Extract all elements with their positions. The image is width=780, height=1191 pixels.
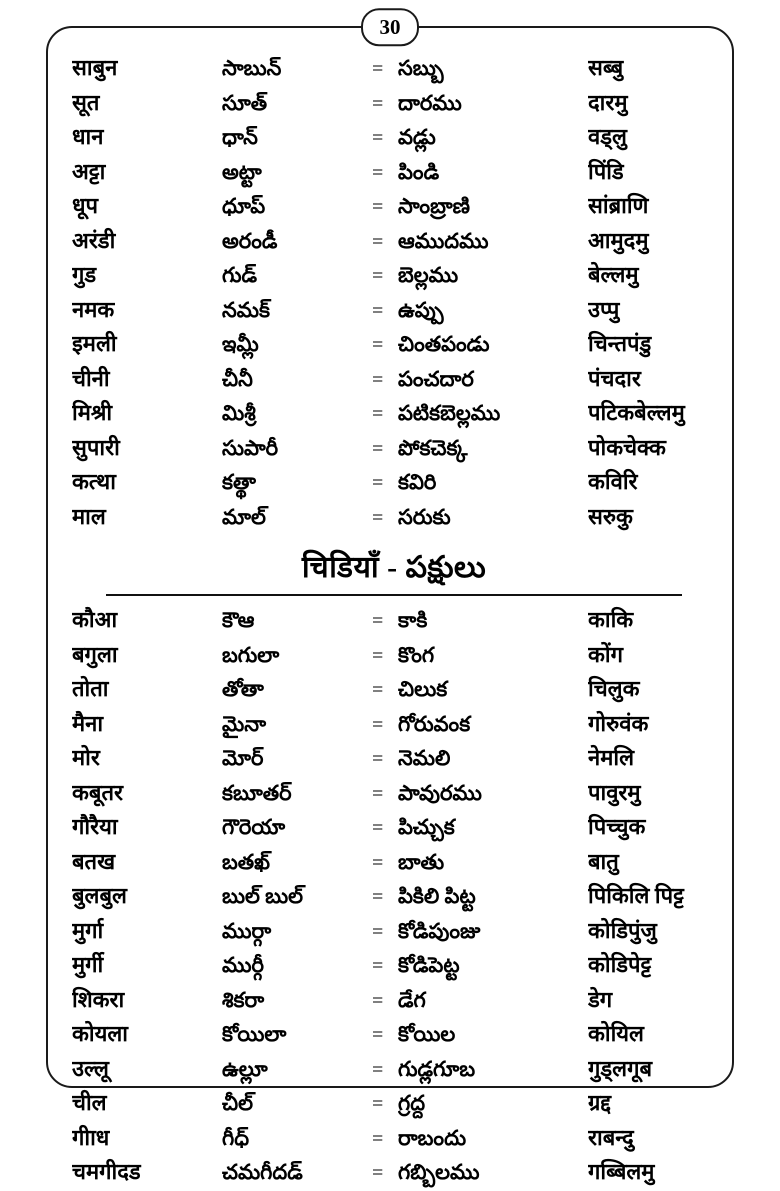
table-row xyxy=(72,777,716,812)
table-row xyxy=(72,984,716,1019)
hindi-translit: गोरुवंक xyxy=(588,710,649,736)
telugu-word: బెల్లము xyxy=(398,263,459,287)
hindi-translit: उप्पु xyxy=(588,296,620,322)
telugu-word: బాతు xyxy=(398,849,445,874)
table-row xyxy=(72,259,716,294)
hindi-word: मुर्गा xyxy=(72,917,104,943)
telugu-translit: నమక్ xyxy=(222,297,270,322)
table-row xyxy=(72,811,716,846)
telugu-translit: ధాన్ xyxy=(222,125,258,149)
page-number: 30 xyxy=(361,8,419,46)
telugu-word: ఆముదము xyxy=(398,228,489,253)
hindi-word: नमक xyxy=(72,296,115,322)
hindi-word: बुलबुल xyxy=(72,883,127,908)
hindi-word: मुर्गी xyxy=(72,952,104,977)
equals-sign: = xyxy=(372,817,384,839)
page-frame xyxy=(46,14,734,1184)
hindi-translit: राबन्दु xyxy=(588,1124,634,1150)
table-row xyxy=(72,328,716,363)
table-row xyxy=(72,915,716,950)
equals-sign: = xyxy=(372,1058,384,1081)
hindi-translit: गुड्लगूब xyxy=(588,1055,653,1081)
table-row xyxy=(72,225,716,260)
telugu-word: కోడిపుంజు xyxy=(398,918,481,943)
hindi-translit: गब्बिलमु xyxy=(588,1159,655,1184)
telugu-word: కాకి xyxy=(398,608,428,632)
equals-sign: = xyxy=(372,1093,384,1115)
hindi-translit: नेमलि xyxy=(588,745,634,770)
telugu-word: గుడ్లగూబ xyxy=(398,1056,476,1081)
equals-sign: = xyxy=(372,299,384,322)
telugu-translit: కోయిలా xyxy=(222,1022,287,1046)
telugu-word: గ్రద్ద xyxy=(398,1091,426,1115)
telugu-word: రాబందు xyxy=(398,1125,467,1150)
telugu-word: చిలుక xyxy=(398,677,448,701)
telugu-translit: కౌఆ xyxy=(222,608,255,632)
telugu-translit: అట్టా xyxy=(222,159,262,184)
table-row xyxy=(72,949,716,984)
hindi-word: उल्लू xyxy=(72,1055,109,1081)
telugu-translit: తోతా xyxy=(222,677,264,701)
telugu-translit: సాబున్ xyxy=(222,56,282,80)
equals-sign: = xyxy=(372,851,384,874)
equals-sign: = xyxy=(372,334,384,356)
equals-sign: = xyxy=(372,265,384,287)
equals-sign: = xyxy=(372,679,384,701)
equals-sign: = xyxy=(372,1162,384,1184)
hindi-translit: सरुकु xyxy=(588,503,633,529)
wordlist-table-birds xyxy=(72,604,716,1191)
equals-sign: = xyxy=(372,782,384,805)
hindi-translit: पिंडि xyxy=(588,158,624,184)
equals-sign: = xyxy=(372,472,384,494)
wordlist-body-groceries xyxy=(72,52,716,535)
telugu-translit: చమగీదడ్ xyxy=(222,1160,303,1184)
hindi-word: साबुन xyxy=(72,55,118,80)
telugu-word: చింతపండు xyxy=(398,332,490,356)
table-row xyxy=(72,363,716,398)
table-row xyxy=(72,1018,716,1053)
table-row xyxy=(72,190,716,225)
hindi-translit: कोडिपेट्ट xyxy=(588,952,652,977)
telugu-word: నెమలి xyxy=(398,746,451,770)
table-row xyxy=(72,52,716,87)
hindi-word: चीनी xyxy=(72,365,110,391)
hindi-translit: पिच्चुक xyxy=(588,814,646,839)
equals-sign: = xyxy=(372,713,384,736)
telugu-translit: కత్థా xyxy=(222,470,256,494)
hindi-word: बतख xyxy=(72,848,116,874)
table-row xyxy=(72,466,716,501)
telugu-word: సబ్బు xyxy=(398,56,444,80)
hindi-translit: पोकचेक्क xyxy=(588,434,666,460)
page-content xyxy=(48,52,732,1191)
table-row xyxy=(72,846,716,881)
telugu-translit: ముర్గీ xyxy=(222,953,264,977)
telugu-translit: ఉల్లూ xyxy=(222,1056,268,1081)
hindi-translit: दारमु xyxy=(588,89,628,115)
telugu-word: పావురము xyxy=(398,780,482,805)
equals-sign: = xyxy=(372,920,384,943)
hindi-word: धान xyxy=(72,124,104,149)
table-row xyxy=(72,604,716,639)
hindi-word: अरंडी xyxy=(72,227,116,253)
telugu-translit: అరండీ xyxy=(222,228,278,253)
hindi-translit: पावुरमु xyxy=(588,779,641,805)
hindi-word: मोर xyxy=(72,745,100,770)
equals-sign: = xyxy=(372,368,384,391)
hindi-translit: डेग xyxy=(588,986,613,1012)
heading-divider xyxy=(106,594,682,596)
telugu-translit: బుల్ బుల్ xyxy=(222,884,304,908)
table-row xyxy=(72,639,716,674)
hindi-word: अट्टा xyxy=(72,158,106,184)
equals-sign: = xyxy=(372,161,384,184)
table-row xyxy=(72,742,716,777)
equals-sign: = xyxy=(372,1127,384,1150)
telugu-translit: బతఖ్ xyxy=(222,849,270,874)
table-row xyxy=(72,673,716,708)
telugu-word: దారము xyxy=(398,90,462,115)
table-row xyxy=(72,156,716,191)
equals-sign: = xyxy=(372,989,384,1012)
hindi-word: चील xyxy=(72,1090,107,1115)
telugu-word: వడ్లు xyxy=(398,125,436,149)
hindi-translit: काकि xyxy=(588,607,634,632)
telugu-word: పటికబెల్లము xyxy=(398,401,501,425)
hindi-word: इमली xyxy=(72,331,117,356)
telugu-word: కొంగ xyxy=(398,642,435,667)
telugu-translit: శికరా xyxy=(222,987,265,1012)
hindi-translit: वड्लु xyxy=(588,124,627,149)
equals-sign: = xyxy=(372,610,384,632)
hindi-translit: कोयिल xyxy=(588,1021,644,1046)
telugu-translit: గుడ్ xyxy=(222,263,258,287)
wordlist-body-birds xyxy=(72,604,716,1191)
telugu-translit: బగులా xyxy=(222,642,280,667)
telugu-word: పిచ్చుక xyxy=(398,815,455,839)
hindi-translit: चिलुक xyxy=(588,676,640,701)
equals-sign: = xyxy=(372,506,384,529)
hindi-word: शिकरा xyxy=(72,986,125,1012)
telugu-translit: గౌరెయా xyxy=(222,815,286,839)
telugu-word: డేగ xyxy=(398,987,426,1012)
telugu-translit: మైనా xyxy=(222,711,267,736)
hindi-translit: आमुदमु xyxy=(588,227,649,253)
hindi-word: कत्था xyxy=(72,469,116,494)
equals-sign: = xyxy=(372,1024,384,1046)
hindi-translit: पिकिलि पिट्ट xyxy=(588,883,684,908)
telugu-word: పోకచెక్క xyxy=(398,435,468,460)
telugu-word: ఉప్పు xyxy=(398,297,444,322)
hindi-word: चमगीदड xyxy=(72,1159,141,1184)
telugu-translit: చీనీ xyxy=(222,366,253,391)
table-row xyxy=(72,294,716,329)
telugu-translit: ధూప్ xyxy=(222,194,266,218)
wordlist-table-groceries xyxy=(72,52,716,535)
equals-sign: = xyxy=(372,403,384,425)
hindi-translit: पंचदार xyxy=(588,365,641,391)
hindi-translit: पटिकबेल्लमु xyxy=(588,400,685,425)
telugu-word: కోయిల xyxy=(398,1022,456,1046)
hindi-translit: कोडिपुंजु xyxy=(588,917,657,943)
table-row xyxy=(72,1087,716,1122)
equals-sign: = xyxy=(372,127,384,149)
equals-sign: = xyxy=(372,748,384,770)
hindi-word: गौरैया xyxy=(72,814,118,839)
equals-sign: = xyxy=(372,886,384,908)
hindi-word: बगुला xyxy=(72,641,118,667)
hindi-translit: सांब्राणि xyxy=(588,193,649,218)
section-heading-birds: चिडियाँ - పక్షులు xyxy=(301,551,487,584)
hindi-word: माल xyxy=(72,503,106,529)
equals-sign: = xyxy=(372,92,384,115)
hindi-translit: कोंग xyxy=(588,641,623,667)
hindi-word: सुपारी xyxy=(72,434,120,460)
hindi-word: गुड xyxy=(72,262,97,287)
telugu-translit: సుపారీ xyxy=(222,435,279,460)
hindi-word: मैना xyxy=(72,710,104,736)
equals-sign: = xyxy=(372,230,384,253)
table-row xyxy=(72,1053,716,1088)
equals-sign: = xyxy=(372,196,384,218)
equals-sign: = xyxy=(372,58,384,80)
telugu-word: పంచదార xyxy=(398,366,474,391)
table-row xyxy=(72,121,716,156)
telugu-word: సాంబ్రాణి xyxy=(398,194,470,218)
hindi-word: कबूतर xyxy=(72,779,123,805)
hindi-word: कोयला xyxy=(72,1021,128,1046)
table-row xyxy=(72,880,716,915)
telugu-translit: మోర్ xyxy=(222,746,264,770)
hindi-word: सूत xyxy=(72,89,100,115)
table-row xyxy=(72,1122,716,1157)
telugu-translit: సూత్ xyxy=(222,90,268,115)
hindi-word: धूप xyxy=(72,193,99,218)
equals-sign: = xyxy=(372,644,384,667)
hindi-translit: सब्बु xyxy=(588,55,624,80)
table-row xyxy=(72,1156,716,1191)
hindi-word: मिश्री xyxy=(72,400,113,425)
telugu-translit: ముర్గా xyxy=(222,918,272,943)
telugu-translit: కబూతర్ xyxy=(222,780,292,805)
telugu-translit: గీధ్ xyxy=(222,1125,250,1150)
table-row xyxy=(72,87,716,122)
equals-sign: = xyxy=(372,437,384,460)
hindi-translit: बातु xyxy=(588,848,619,874)
telugu-word: గోరువంక xyxy=(398,711,471,736)
hindi-word: कौआ xyxy=(72,607,118,632)
equals-sign: = xyxy=(372,955,384,977)
telugu-word: కోడిపెట్ట xyxy=(398,953,460,977)
hindi-translit: चिन्तपंडु xyxy=(588,331,652,356)
table-row xyxy=(72,501,716,536)
hindi-translit: बेल्लमु xyxy=(588,262,639,287)
telugu-translit: మాల్ xyxy=(222,504,266,529)
telugu-word: కవిరి xyxy=(398,470,437,494)
telugu-word: సరుకు xyxy=(398,504,451,529)
telugu-translit: చీల్ xyxy=(222,1091,253,1115)
hindi-word: तोता xyxy=(72,676,109,701)
telugu-translit: మిశ్రీ xyxy=(222,401,256,425)
table-row xyxy=(72,432,716,467)
table-row xyxy=(72,708,716,743)
telugu-translit: ఇమ్లీ xyxy=(222,332,259,356)
hindi-translit: ग्रद्द xyxy=(588,1090,612,1115)
table-row xyxy=(72,397,716,432)
telugu-word: గబ్బిలము xyxy=(398,1160,480,1184)
hindi-translit: कविरि xyxy=(588,469,638,494)
telugu-word: పిండి xyxy=(398,159,440,184)
telugu-word: పికిలి పిట్ట xyxy=(398,884,476,908)
hindi-word: गीाध xyxy=(72,1124,110,1150)
